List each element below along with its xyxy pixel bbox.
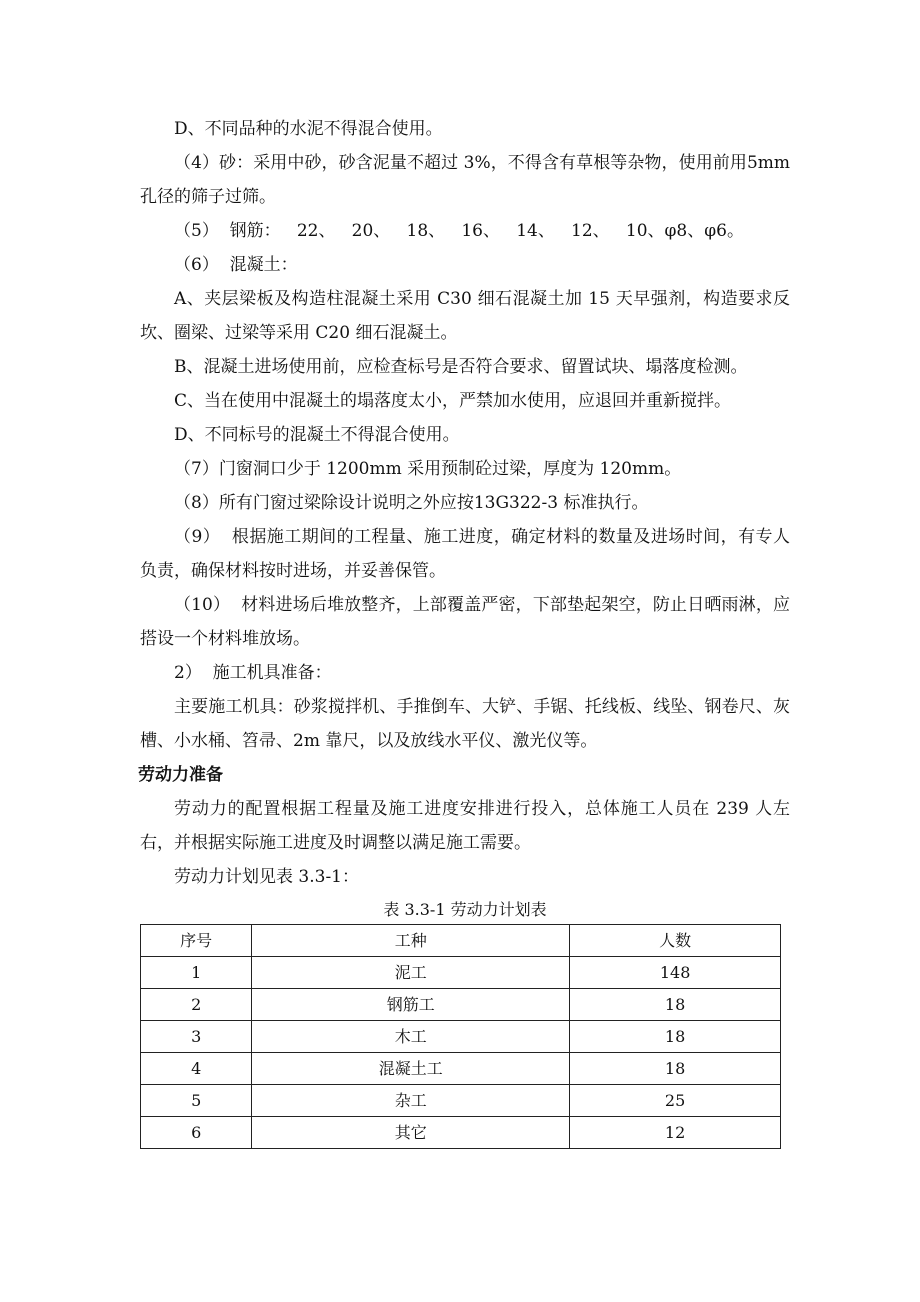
table-cell: 其它 bbox=[252, 1117, 570, 1149]
table-cell: 1 bbox=[141, 957, 252, 989]
table-header-row bbox=[141, 925, 781, 957]
section-heading: 劳动力准备 bbox=[138, 765, 223, 785]
table-cell: 148 bbox=[570, 957, 781, 989]
paragraph: A、夹层梁板及构造柱混凝土采用 C30 细石混凝土加 15 天早强剂，构造要求反坎、圈梁、过梁等采用 C20 细石混凝土。 bbox=[140, 289, 790, 343]
table-cell: 18 bbox=[570, 1053, 781, 1085]
paragraph: （7）门窗洞口少于 1200mm 采用预制砼过梁，厚度为 120mm。 bbox=[174, 459, 682, 479]
paragraph: （10） 材料进场后堆放整齐，上部覆盖严密，下部垫起架空，防止日晒雨淋，应搭设一个材料堆放场。 bbox=[140, 595, 790, 649]
table-row bbox=[141, 1021, 781, 1053]
table-caption: 表 3.3-1 劳动力计划表 bbox=[383, 900, 547, 919]
header-cell: 人数 bbox=[570, 925, 781, 957]
table-cell: 18 bbox=[570, 989, 781, 1021]
table-cell: 泥工 bbox=[252, 957, 570, 989]
table-cell: 12 bbox=[570, 1117, 781, 1149]
paragraph: （4）砂：采用中砂，砂含泥量不超过 3%，不得含有草根等杂物，使用前用5mm 孔径的筛子过筛。 bbox=[140, 153, 796, 207]
document-page bbox=[138, 112, 796, 1149]
table-row bbox=[141, 989, 781, 1021]
table-cell: 2 bbox=[141, 989, 252, 1021]
table-cell: 木工 bbox=[252, 1021, 570, 1053]
paragraph: 主要施工机具：砂浆搅拌机、手推倒车、大铲、手锯、托线板、线坠、钢卷尺、灰槽、小水桶、笤帚、2m 靠尺，以及放线水平仪、激光仪等。 bbox=[140, 697, 790, 751]
labor-plan-table bbox=[140, 924, 781, 1149]
paragraph: 劳动力计划见表 3.3-1： bbox=[174, 867, 359, 887]
table-row bbox=[141, 957, 781, 989]
paragraph: C、当在使用中混凝土的塌落度太小，严禁加水使用，应退回并重新搅拌。 bbox=[174, 391, 732, 411]
header-cell: 序号 bbox=[141, 925, 252, 957]
paragraph: （6） 混凝土： bbox=[174, 255, 298, 275]
table-row bbox=[141, 1085, 781, 1117]
paragraph: 劳动力的配置根据工程量及施工进度安排进行投入，总体施工人员在 239 人左右，并根据实际施工进度及时调整以满足施工需要。 bbox=[140, 799, 790, 853]
paragraph: D、不同标号的混凝土不得混合使用。 bbox=[174, 425, 460, 445]
table-cell: 杂工 bbox=[252, 1085, 570, 1117]
table-cell: 混凝土工 bbox=[252, 1053, 570, 1085]
table-cell: 18 bbox=[570, 1021, 781, 1053]
paragraph: 2） 施工机具准备： bbox=[174, 663, 332, 683]
paragraph: B、混凝土进场使用前，应检查标号是否符合要求、留置试块、塌落度检测。 bbox=[174, 357, 748, 377]
table-cell: 3 bbox=[141, 1021, 252, 1053]
table-cell: 5 bbox=[141, 1085, 252, 1117]
table-row bbox=[141, 1053, 781, 1085]
paragraph: （5） 钢筋： 22、 20、 18、 16、 14、 12、 10、φ8、φ6。 bbox=[174, 221, 744, 241]
table-cell: 钢筋工 bbox=[252, 989, 570, 1021]
paragraph: （9） 根据施工期间的工程量、施工进度，确定材料的数量及进场时间，有专人负责，确保材料按时进场，并妥善保管。 bbox=[140, 527, 790, 581]
header-cell: 工种 bbox=[252, 925, 570, 957]
table-cell: 4 bbox=[141, 1053, 252, 1085]
paragraph: （8）所有门窗过梁除设计说明之外应按13G322-3 标准执行。 bbox=[174, 493, 649, 513]
table-row bbox=[141, 1117, 781, 1149]
paragraph: D、不同品种的水泥不得混合使用。 bbox=[174, 119, 443, 139]
table-cell: 25 bbox=[570, 1085, 781, 1117]
table-cell: 6 bbox=[141, 1117, 252, 1149]
